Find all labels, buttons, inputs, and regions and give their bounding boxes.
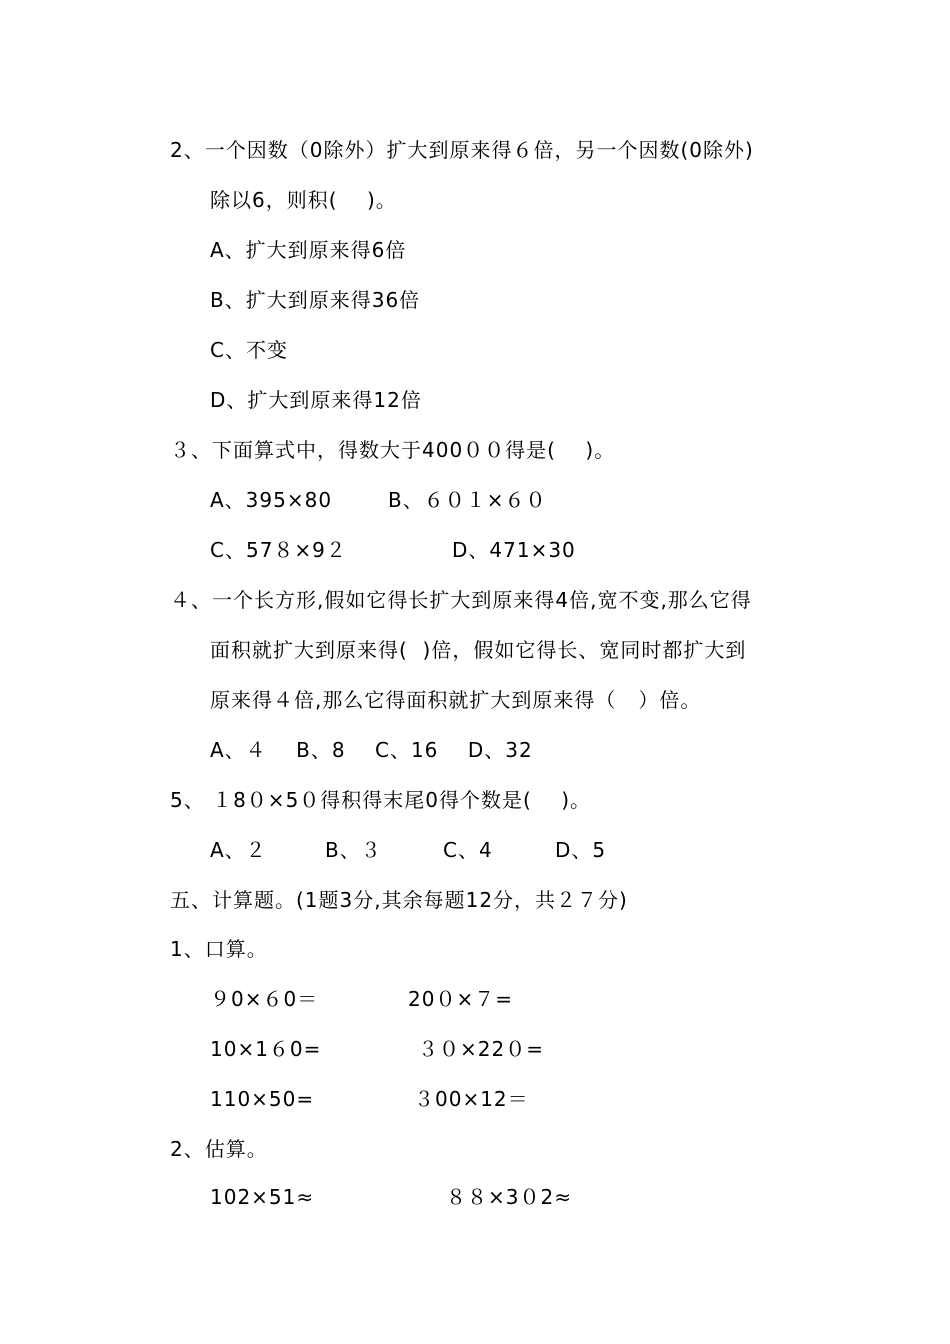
- q3-option-a: A、395×80: [210, 488, 333, 512]
- q4-options: A、４ B、8 C、16 D、32: [210, 738, 533, 762]
- oral-row1-right: 20０×７=: [408, 987, 513, 1011]
- q5-option-d: D、5: [555, 838, 607, 862]
- q3-stem: ３、下面算式中，得数大于400００得是( )。: [170, 438, 616, 462]
- q2-stem-line1: 2、一个因数（0除外）扩大到原来得６倍，另一个因数(0除外): [170, 138, 754, 162]
- q3-option-d: D、471×30: [452, 538, 576, 562]
- q5-stem: 5、 １8０×5０得积得末尾0得个数是( )。: [170, 788, 592, 812]
- q2-option-c: C、不变: [210, 338, 288, 362]
- oral-row2-right: ３０×22０=: [418, 1037, 544, 1061]
- q4-stem-line1: ４、一个长方形,假如它得长扩大到原来得4倍,宽不变,那么它得: [170, 588, 752, 612]
- q2-option-d: D、扩大到原来得12倍: [210, 388, 422, 412]
- oral-row2-left: 10×1６0=: [210, 1037, 322, 1061]
- q2-option-b: B、扩大到原来得36倍: [210, 288, 421, 312]
- estimate-title: 2、估算。: [170, 1137, 268, 1161]
- q2-option-a: A、扩大到原来得6倍: [210, 238, 407, 262]
- estimate-left: 102×51≈: [210, 1185, 315, 1209]
- oral-row1-left: ９0×６0＝: [210, 987, 319, 1011]
- q4-stem-line3: 原来得４倍,那么它得面积就扩大到原来得（ ）倍。: [210, 688, 702, 712]
- oral-row3-right: ３00×12＝: [414, 1087, 529, 1111]
- q3-option-b: B、６０１×６０: [388, 488, 547, 512]
- oral-title: 1、口算。: [170, 937, 268, 961]
- q3-option-c: C、57８×9２: [210, 538, 347, 562]
- section5-title: 五、计算题。(1题3分,其余每题12分，共２７分): [170, 888, 628, 912]
- oral-row3-left: 110×50=: [210, 1087, 315, 1111]
- q2-stem-line2: 除以6，则积( )。: [210, 188, 397, 212]
- q5-option-a: A、２: [210, 838, 267, 862]
- q5-option-c: C、4: [443, 838, 493, 862]
- q5-option-b: B、３: [325, 838, 382, 862]
- estimate-right: ８８×3０2≈: [446, 1185, 572, 1209]
- q4-stem-line2: 面积就扩大到原来得( )倍，假如它得长、宽同时都扩大到: [210, 638, 747, 662]
